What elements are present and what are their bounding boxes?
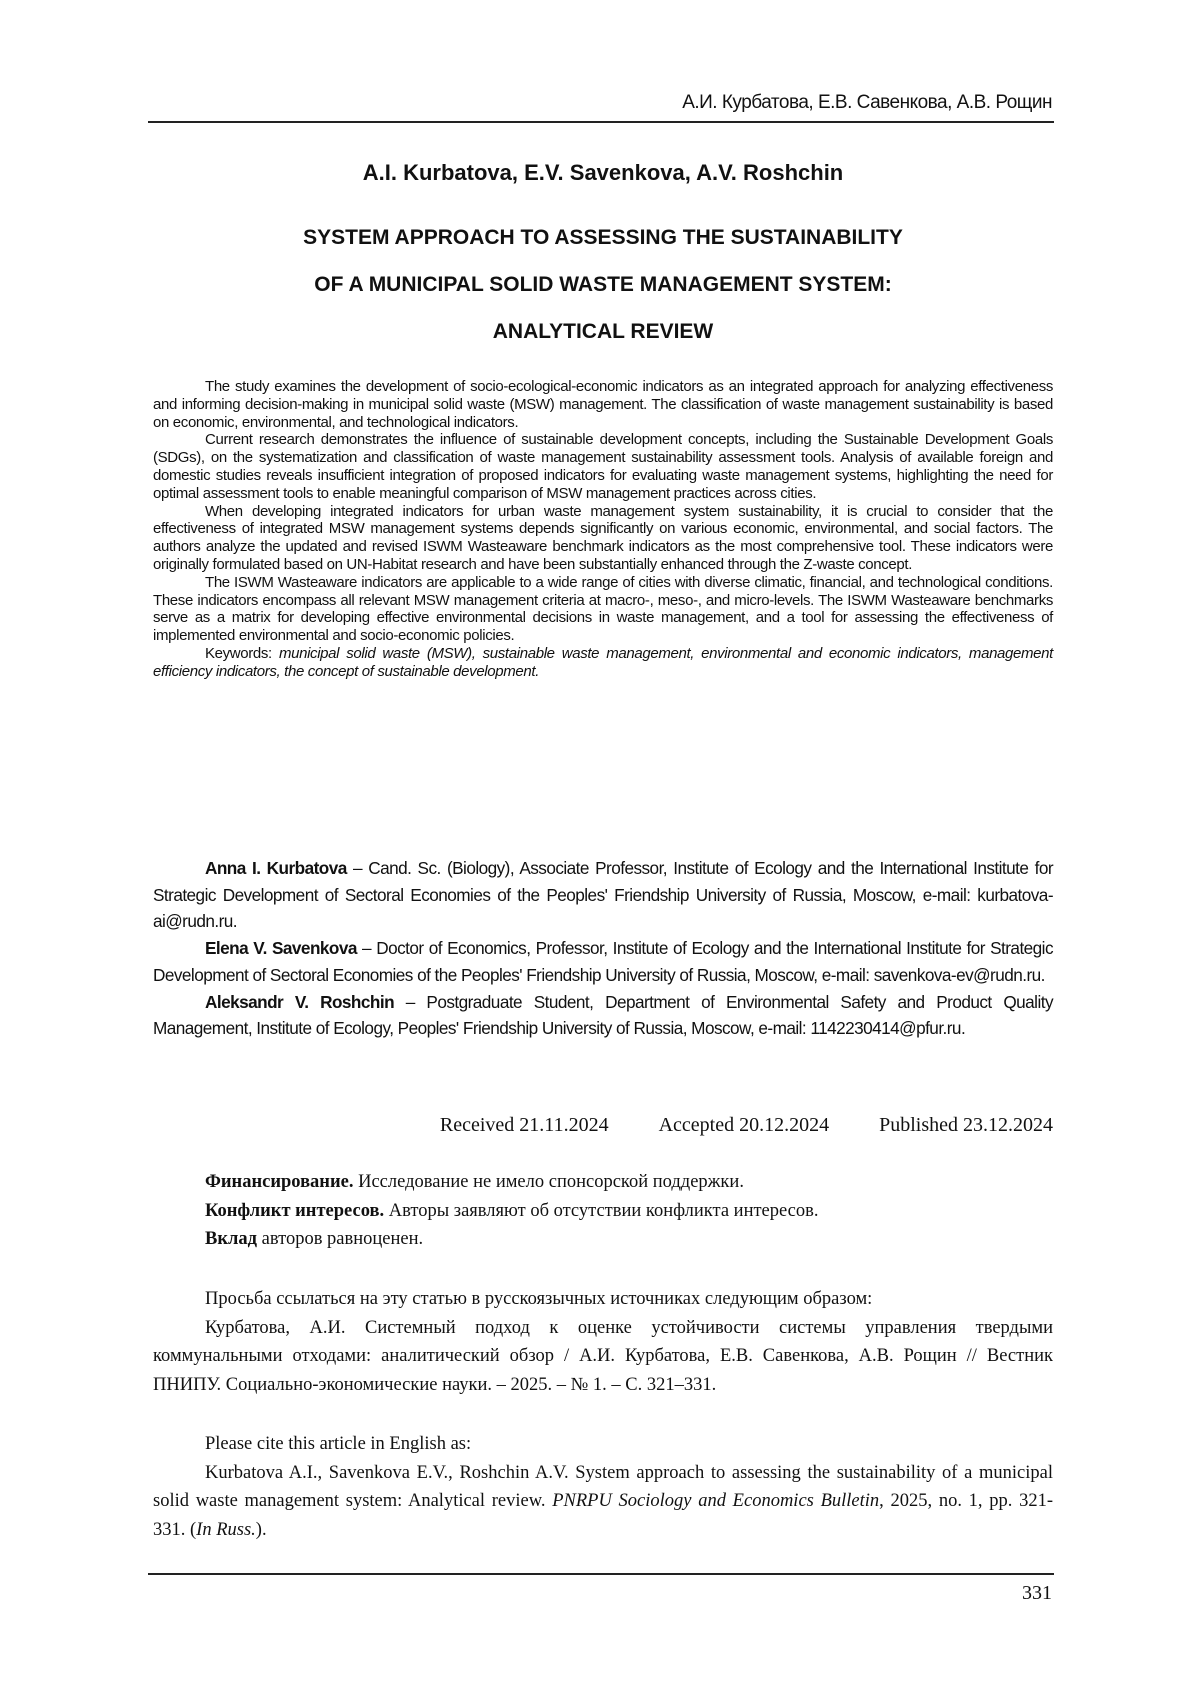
received-date: Received 21.11.2024 [440, 1114, 609, 1137]
author-name: Anna I. Kurbatova [205, 858, 347, 878]
title-line: ANALYTICAL REVIEW [153, 308, 1053, 355]
citation-english [153, 1430, 1053, 1544]
accepted-date: Accepted 20.12.2024 [659, 1114, 830, 1137]
citation-text: , 2025, no. 1, pp. 321-331. ( [153, 1491, 1053, 1540]
author-name: Aleksandr V. Roshchin [205, 992, 394, 1012]
abstract-paragraph: The study examines the development of socio-ecological-economic indicators as an integrated approach for analyzing effectiveness and informing decision-making in municipal solid waste (MSW) management. The classification of waste management sustainability is based on economic, environmental, and technological indicators. [153, 378, 1053, 431]
author-bio [153, 935, 1053, 988]
citation-russian [153, 1285, 1053, 1399]
declaration-text: Исследование не имело спонсорской поддержки. [353, 1172, 743, 1192]
declarations [153, 1168, 1053, 1254]
title-line: OF A MUNICIPAL SOLID WASTE MANAGEMENT SYSTEM: [153, 261, 1053, 308]
declaration [153, 1197, 1053, 1226]
article-authors: A.I. Kurbatova, E.V. Savenkova, A.V. Roshchin [153, 160, 1053, 186]
keywords [153, 645, 1053, 681]
abstract-paragraph: When developing integrated indicators for urban waste management system sustainability, it is crucial to consider that the effectiveness of integrated MSW management systems depends significantly on various economic, environmental, and social factors. The authors analyze the updated and revised ISWM Wasteaware benchmark indicators as the most comprehensive tool. These indicators were originally formulated based on UN-Habitat research and have been substantially enhanced through the Z-waste concept. [153, 503, 1053, 574]
citation-intro: Please cite this article in English as: [153, 1430, 1053, 1459]
author-bio [153, 989, 1053, 1042]
citation-text: ). [256, 1520, 267, 1540]
header-rule [148, 121, 1054, 123]
declaration-text: авторов равноценен. [257, 1229, 423, 1249]
citation-intro: Просьба ссылаться на эту статью в русскоязычных источниках следующим образом: [153, 1285, 1053, 1314]
citation-reference: Курбатова, А.И. Системный подход к оценке устойчивости системы управления твердыми коммунальными отходами: аналитический обзор / А.И. Курбатова, Е.В. Савенкова, А.В. Рощин // Вестник ПНИПУ. Социально-экономические науки. – 2025. – № 1. – С. 321–331. [153, 1314, 1053, 1400]
keywords-list: municipal solid waste (MSW), sustainable waste management, environmental and economic indicators, management efficiency indicators, the concept of sustainable development. [153, 645, 1053, 680]
journal-name: PNRPU Sociology and Economics Bulletin [552, 1491, 879, 1511]
abstract-paragraph: The ISWM Wasteaware indicators are applicable to a wide range of cities with diverse climatic, financial, and technological conditions. These indicators encompass all relevant MSW management criteria at macro-, meso-, and micro-levels. The ISWM Wasteaware benchmarks serve as a matrix for developing effective environmental decisions in waste management, and a tool for assessing the effectiveness of implemented environmental and socio-economic policies. [153, 574, 1053, 645]
abstract [153, 378, 1053, 681]
declaration-label: Конфликт интересов. [205, 1201, 384, 1221]
author-name: Elena V. Savenkova [205, 938, 357, 958]
published-date: Published 23.12.2024 [879, 1114, 1053, 1137]
author-bio [153, 855, 1053, 935]
footer-rule [148, 1573, 1054, 1575]
abstract-paragraph: Current research demonstrates the influence of sustainable development concepts, including the Sustainable Development Goals (SDGs), on the systematization and classification of waste management sustainability assessment tools. Analysis of available foreign and domestic studies reveals insufficient integration of proposed indicators for evaluating waste management systems, highlighting the need for optimal assessment tools to enable meaningful comparison of MSW management practices across cities. [153, 431, 1053, 502]
author-bios [153, 855, 1053, 1042]
article-dates [153, 1114, 1053, 1137]
declaration-label: Финансирование. [205, 1172, 353, 1192]
declaration-text: Авторы заявляют об отсутствии конфликта интересов. [384, 1201, 818, 1221]
declaration [153, 1168, 1053, 1197]
author-info: – Postgraduate Student, Department of Environmental Safety and Product Quality Management, Institute of Ecology, Peoples' Friendship University of Russia, Moscow, e-mail: 1142230414@pfur.ru. [153, 992, 1053, 1039]
running-head: А.И. Курбатова, Е.В. Савенкова, А.В. Рощин [682, 92, 1052, 114]
keywords-label: Keywords: [205, 645, 279, 662]
author-info: – Cand. Sc. (Biology), Associate Professor, Institute of Ecology and the International Institute for Strategic Development of Sectoral Economies of the Peoples' Friendship University of Russia, Moscow, e-mail: kurbatova-ai@rudn.ru. [153, 858, 1053, 931]
author-info: – Doctor of Economics, Professor, Institute of Ecology and the International Institute for Strategic Development of Sectoral Economies of the Peoples' Friendship University of Russia, Moscow, e-mail: savenkova-ev@rudn.ru. [153, 938, 1053, 985]
citation-reference [153, 1459, 1053, 1545]
page-number: 331 [1022, 1582, 1052, 1605]
article-title [153, 214, 1053, 355]
language-note: In Russ. [196, 1520, 256, 1540]
citation-text: Kurbatova A.I., Savenkova E.V., Roshchin A.V. System approach to assessing the sustainability of a municipal solid waste management system: Analytical review. [153, 1463, 1053, 1512]
title-line: SYSTEM APPROACH TO ASSESSING THE SUSTAINABILITY [153, 214, 1053, 261]
declaration [153, 1225, 1053, 1254]
declaration-label: Вклад [205, 1229, 257, 1249]
